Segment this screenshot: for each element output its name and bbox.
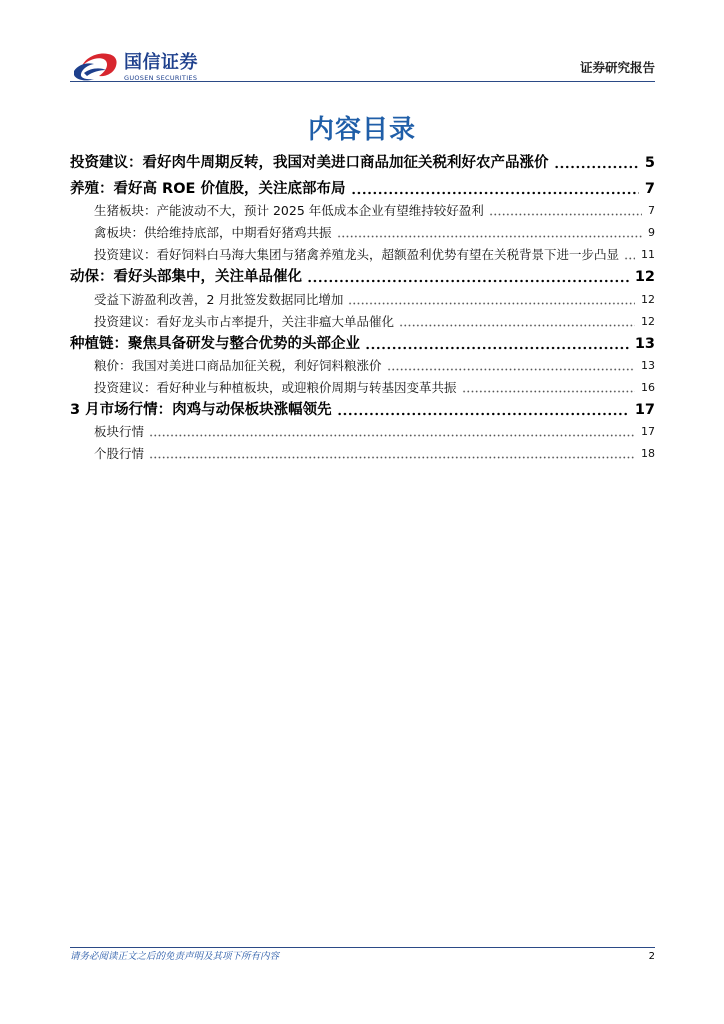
dot-leader [387,355,635,377]
toc-page-number: 12 [641,293,655,306]
guosen-logo-icon [72,52,118,82]
dot-leader [307,266,629,288]
toc-page-number: 17 [641,425,655,438]
toc-section-entry[interactable] [70,266,655,288]
dot-leader [462,377,635,399]
toc-page-number: 13 [641,359,655,372]
toc-section-entry[interactable] [70,178,655,200]
toc-subsection-entry[interactable] [94,222,655,244]
dot-leader [348,289,635,311]
page-title: 内容目录 [307,115,416,145]
toc-page-number: 12 [641,315,655,328]
toc-entry-title: 生猪板块：产能波动不大，预计 2025 年低成本企业有望维持较好盈利 [94,203,484,218]
toc-subsection-entry[interactable] [94,311,655,333]
toc-page-number: 12 [634,269,655,285]
toc-subsection-entry[interactable] [94,200,655,222]
toc-section-entry[interactable] [70,152,655,174]
toc-entry-title: 投资建议：看好肉牛周期反转，我国对美进口商品加征关税利好农产品涨价 [70,155,549,171]
toc-page-number: 7 [648,204,655,217]
toc-entry-title: 投资建议：看好种业与种植板块，或迎粮价周期与转基因变革共振 [94,380,457,395]
toc-entry-title: 禽板块：供给维持底部，中期看好猪鸡共振 [94,225,332,240]
dot-leader [624,244,635,266]
logo-name-cn: 国信证券 [124,52,198,73]
toc-entry-title: 粮价：我国对美进口商品加征关税，利好饲料粮涨价 [94,358,382,373]
toc-entry-title: 板块行情 [94,424,145,439]
toc-subsection-entry[interactable] [94,244,655,266]
dot-leader [365,333,629,355]
toc-subsection-entry[interactable] [94,421,655,443]
dot-leader [554,152,639,174]
toc-subsection-entry[interactable] [94,443,655,465]
dot-leader [149,421,635,443]
toc-page-number: 5 [644,155,655,171]
toc-entry-title: 投资建议：看好龙头市占率提升，关注非瘟大单品催化 [94,314,395,329]
toc-entry-title: 个股行情 [94,446,145,461]
disclaimer-notice: 请务必阅读正文之后的免责声明及其项下所有内容 [70,951,280,962]
toc-entry-title: 投资建议：看好饲料白马海大集团与猪禽养殖龙头，超额盈利优势有望在关税背景下进一步凸显 [94,247,620,262]
company-logo [70,50,220,84]
toc-page-number: 7 [644,181,655,197]
toc-entry-title: 受益下游盈利改善，2 月批签发数据同比增加 [94,292,344,307]
toc-page-number: 17 [634,402,655,418]
toc-page-number: 13 [634,336,655,352]
page-number: 2 [648,951,655,962]
footer-divider [70,947,655,948]
dot-leader [149,443,635,465]
dot-leader [489,200,642,222]
dot-leader [337,399,629,421]
toc-section-entry[interactable] [70,399,655,421]
toc-subsection-entry[interactable] [94,377,655,399]
toc-subsection-entry[interactable] [94,355,655,377]
toc-page-number: 18 [641,447,655,460]
dot-leader [337,222,642,244]
toc-entry-title: 动保：看好头部集中，关注单品催化 [70,269,302,285]
toc-entry-title: 养殖：看好高 ROE 价值股，关注底部布局 [70,181,346,197]
report-type-label: 证券研究报告 [579,60,655,75]
toc-entry-title: 3 月市场行情：肉鸡与动保板块涨幅领先 [70,402,332,418]
toc-subsection-entry[interactable] [94,289,655,311]
toc-page-number: 9 [648,226,655,239]
toc-page-number: 11 [641,248,655,261]
logo-name-en: GUOSEN SECURITIES [124,74,198,82]
dot-leader [399,311,635,333]
toc-page-number: 16 [641,381,655,394]
toc-section-entry[interactable] [70,333,655,355]
toc-entry-title: 种植链：聚焦具备研发与整合优势的头部企业 [70,336,360,352]
header-divider [70,81,655,82]
dot-leader [351,178,639,200]
